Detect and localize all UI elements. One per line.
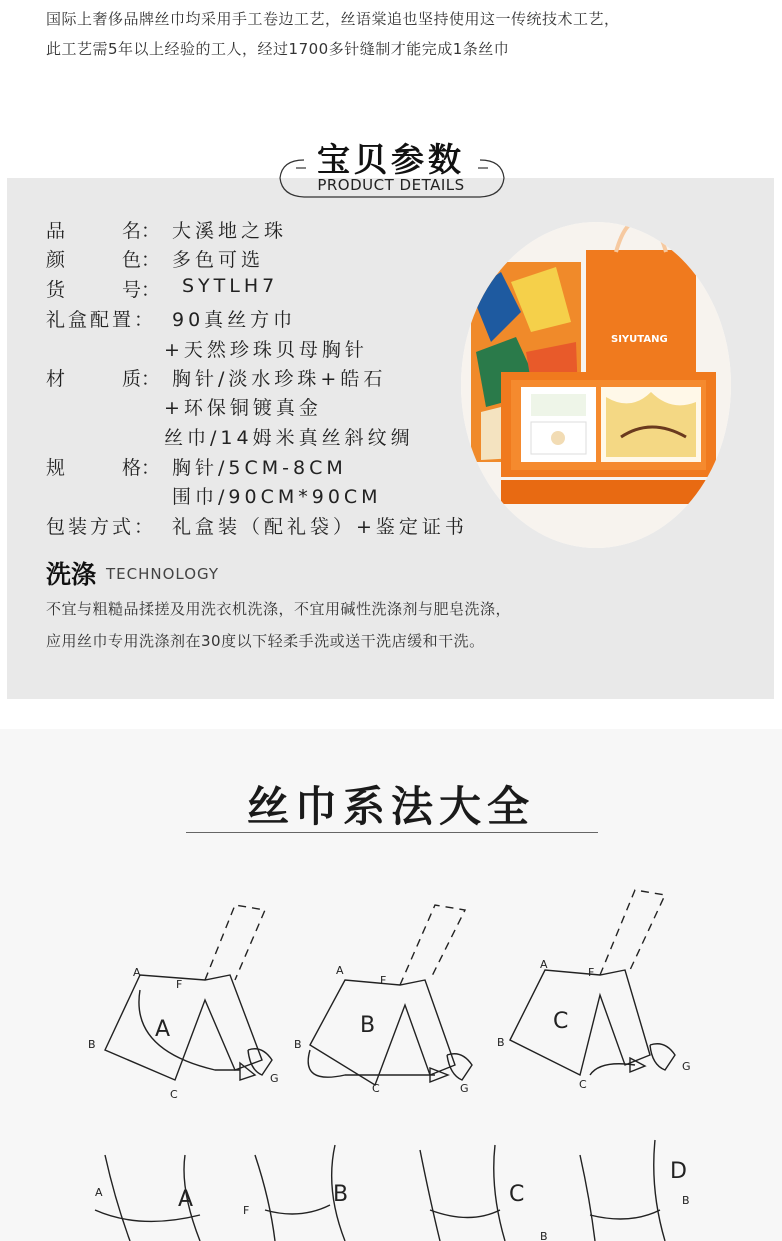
tying-title: 丝巾系法大全: [246, 782, 535, 831]
diagram-3-label-G: G: [682, 1060, 691, 1073]
param-value-material: 胸针/淡水珍珠+皓石: [172, 368, 387, 390]
wash-line-2: 应用丝巾专用洗涤剂在30度以下轻柔手洗或送干洗店缓和干洗。: [46, 632, 485, 650]
wash-subtitle: TECHNOLOGY: [106, 565, 220, 583]
intro-text: [46, 4, 746, 64]
param-value-giftbox: 90真丝方巾: [172, 309, 297, 331]
param-value-sku: SYTLH7: [182, 275, 279, 297]
tying-diagrams: [0, 870, 782, 1241]
diagram-3-label-B: B: [497, 1036, 505, 1049]
diagram-2-label-C: C: [372, 1082, 380, 1095]
photo-brand-label: SIYUTANG: [611, 334, 668, 345]
params-subtitle: PRODUCT DETAILS: [317, 176, 465, 194]
param-row-color: 颜 色：: [46, 249, 161, 271]
diagram-4-label-A: A: [95, 1186, 103, 1199]
wash-title: 洗涤: [46, 560, 97, 589]
param-value-name: 大溪地之珠: [172, 220, 288, 242]
diagram-2-label-G: G: [460, 1082, 469, 1095]
intro-line-1: 国际上奢侈品牌丝巾均采用手工卷边工艺，丝语棠追也坚持使用这一传统技术工艺，: [46, 10, 620, 28]
param-row-packaging: 包装方式：: [46, 516, 157, 538]
diagram-3-label-C: C: [579, 1078, 587, 1091]
diagram-1-label-C: C: [170, 1088, 178, 1101]
diagram-3-label-A: A: [540, 958, 548, 971]
param-row-sku: 货 号：: [46, 279, 161, 301]
diagram-3-big-C: C: [553, 1009, 569, 1034]
param-value-color: 多色可选: [172, 249, 265, 271]
diagram-5-label-F: F: [243, 1204, 250, 1217]
param-row-giftbox: 礼盒配置：: [46, 309, 157, 331]
diagram-1-label-A: A: [133, 966, 141, 979]
tying-title-underline: [186, 832, 598, 833]
param-value-spec-2: 围巾/90CM*90CM: [172, 486, 382, 508]
diagram-8-label-B: B: [682, 1194, 690, 1207]
diagram-7-label-B: B: [540, 1230, 548, 1241]
diagram-2-label-A: A: [336, 964, 344, 977]
param-value-material-2: +环保铜镀真金: [164, 397, 322, 419]
diagram-2-big-B: B: [360, 1013, 376, 1038]
param-value-giftbox-2: +天然珍珠贝母胸针: [164, 339, 368, 361]
param-value-packaging: 礼盒装（配礼袋）+鉴定证书: [172, 516, 468, 538]
product-photo: [461, 222, 731, 548]
diagram-4-big-A: A: [178, 1187, 194, 1212]
param-value-spec: 胸针/5CM-8CM: [172, 457, 347, 479]
diagram-1-label-G: G: [270, 1072, 279, 1085]
diagram-2-label-F: F: [380, 974, 387, 987]
param-row-name: 品 名：: [46, 220, 161, 242]
intro-line-2: 此工艺需5年以上经验的工人，经过1700多针缝制才能完成1条丝巾: [46, 40, 510, 58]
diagram-8-big-D: D: [670, 1159, 687, 1184]
params-title: 宝贝参数: [317, 140, 465, 179]
diagram-6-big-C: C: [509, 1182, 525, 1207]
diagram-3-label-F: F: [588, 966, 595, 979]
param-value-material-3: 丝巾/14姆米真丝斜纹绸: [164, 427, 414, 449]
diagram-1-label-B: B: [88, 1038, 96, 1051]
wash-line-1: 不宜与粗糙品揉搓及用洗衣机洗涤，不宜用碱性洗涤剂与肥皂洗涤，: [46, 600, 512, 618]
param-row-material: 材 质：: [46, 368, 161, 390]
diagram-5-big-B: B: [333, 1182, 349, 1207]
diagram-1-big-A: A: [155, 1017, 171, 1042]
diagram-2-label-B: B: [294, 1038, 302, 1051]
param-row-spec: 规 格：: [46, 457, 161, 479]
diagram-1-label-F: F: [176, 978, 183, 991]
